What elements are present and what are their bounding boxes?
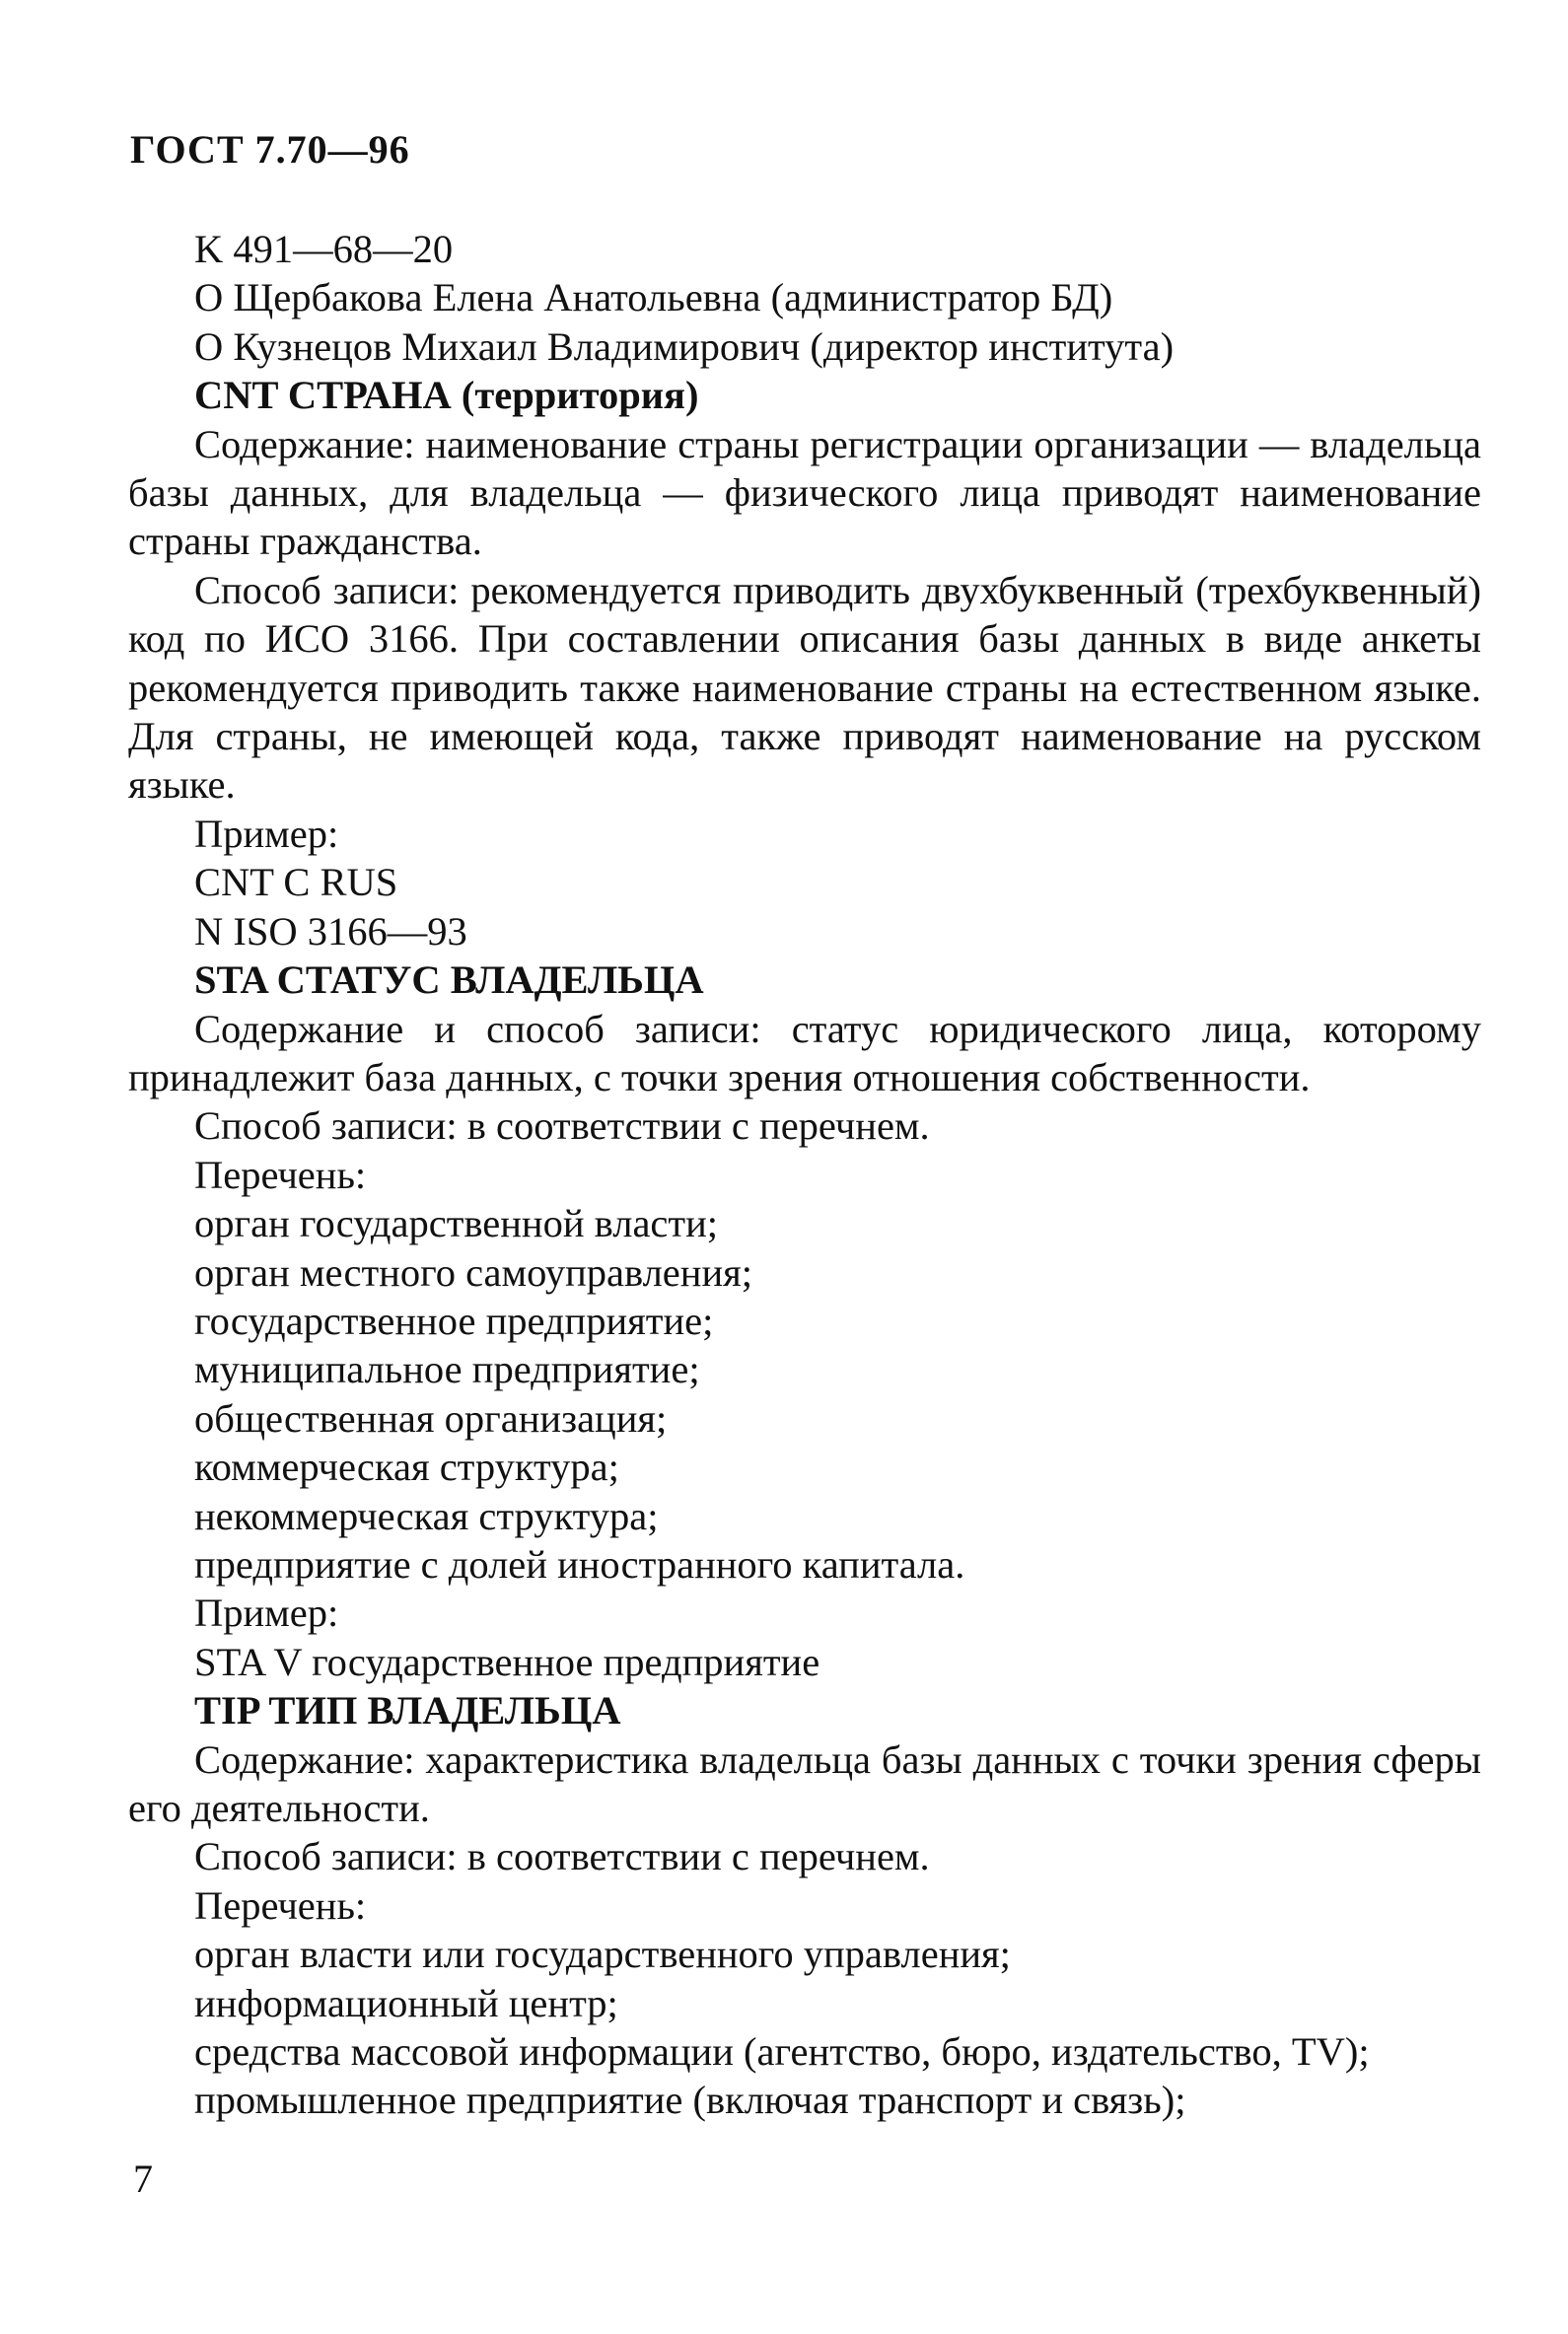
paragraph: Содержание и способ записи: статус юридического лица, которому принадлежит база данных, с точки зрения отношения собственности. xyxy=(128,1006,1481,1099)
contact-line: О Кузнецов Михаил Владимирович (директор института) xyxy=(194,323,1175,369)
text-line: Перечень: xyxy=(194,1152,367,1197)
paragraph: Содержание: наименование страны регистрации организации — владельца базы данных, для владельца — физического лица приводят наименование страны гражданства. xyxy=(128,421,1481,564)
text-line: Способ записи: в соответствии с перечнем. xyxy=(194,1834,930,1879)
list-item: некоммерческая структура; xyxy=(194,1493,659,1538)
paragraph: Способ записи: рекомендуется приводить двухбуквенный (трехбуквенный) код по ИСО 3166. При составлении описания базы данных в виде анкеты рекомендуется приводить также наименование страны на естественном языке. Для страны, не имеющей кода, также приводят наименование на русском языке. xyxy=(128,567,1481,808)
section-heading-tip: TIP ТИП ВЛАДЕЛЬЦА xyxy=(194,1688,621,1733)
contact-line: K 491—68—20 xyxy=(194,227,454,271)
text-line: Пример: xyxy=(194,811,339,856)
page-number: 7 xyxy=(133,2157,153,2201)
example-line: STA V государственное предприятие xyxy=(194,1639,820,1684)
text-line: Пример: xyxy=(194,1591,339,1636)
list-item: муниципальное предприятие; xyxy=(194,1347,700,1392)
example-line: N ISO 3166—93 xyxy=(194,908,467,954)
list-item: коммерческая структура; xyxy=(194,1445,619,1490)
paragraph: Содержание: характеристика владельца базы данных с точки зрения сферы его деятельности. xyxy=(128,1736,1481,1830)
example-line: CNT C RUS xyxy=(194,860,398,905)
list-item: государственное предприятие; xyxy=(194,1298,714,1343)
list-item: информационный центр; xyxy=(194,1980,618,2025)
list-item: общественная организация; xyxy=(194,1395,668,1441)
list-item: орган государственной власти; xyxy=(194,1201,719,1246)
page-header: ГОСТ 7.70—96 xyxy=(130,127,410,172)
text-line: Перечень: xyxy=(194,1882,367,1928)
list-item: орган власти или государственного управления; xyxy=(194,1932,1011,1977)
section-heading-cnt: CNT СТРАНА (территория) xyxy=(194,373,699,418)
document-body xyxy=(128,225,1481,2125)
section-heading-sta: STA СТАТУС ВЛАДЕЛЬЦА xyxy=(194,957,704,1003)
list-item: предприятие с долей иностранного капитала. xyxy=(194,1541,965,1587)
contact-line: О Щербакова Елена Анатольевна (администратор БД) xyxy=(194,275,1113,320)
text-line: Способ записи: в соответствии с перечнем. xyxy=(194,1103,930,1149)
list-item: орган местного самоуправления; xyxy=(194,1249,753,1295)
list-item: промышленное предприятие (включая транспорт и связь); xyxy=(194,2078,1186,2123)
list-item: средства массовой информации (агентство, бюро, издательство, TV); xyxy=(194,2029,1370,2075)
